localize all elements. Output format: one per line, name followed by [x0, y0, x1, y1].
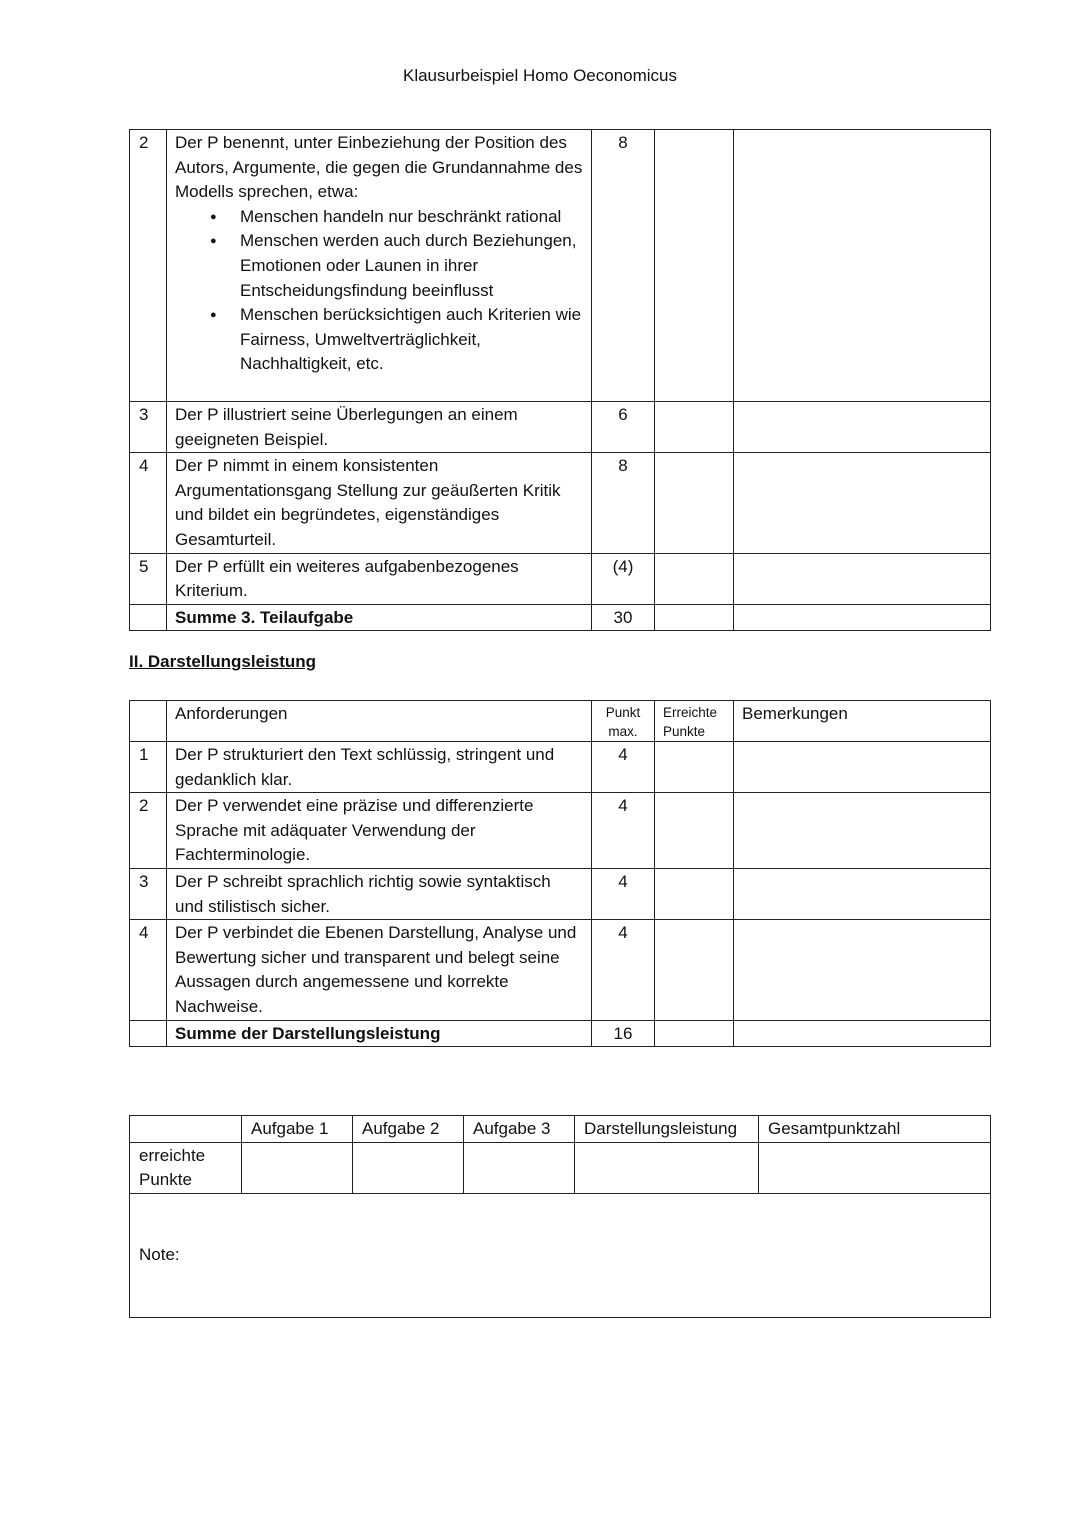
criteria-table-part3 [129, 129, 991, 631]
grade-row [130, 1193, 991, 1317]
column-header-task-1: Aufgabe 1 [242, 1116, 353, 1143]
column-header-remarks: Bemerkungen [734, 701, 991, 742]
achieved-points-field[interactable] [655, 742, 734, 793]
achieved-points-field[interactable] [655, 402, 734, 453]
table-row [130, 1142, 991, 1193]
column-header-task-2: Aufgabe 2 [353, 1116, 464, 1143]
remarks-field[interactable] [734, 453, 991, 553]
row-number: 2 [130, 130, 167, 402]
achieved-points-field[interactable] [655, 453, 734, 553]
bullet-list [175, 205, 583, 377]
sum-label: Summe 3. Teilaufgabe [167, 604, 592, 631]
task-1-points-field[interactable] [242, 1142, 353, 1193]
achieved-points-field[interactable] [655, 920, 734, 1020]
sum-label: Summe der Darstellungsleistung [167, 1020, 592, 1047]
remarks-field[interactable] [734, 1020, 991, 1047]
remarks-field[interactable] [734, 742, 991, 793]
criterion-text: Der P strukturiert den Text schlüssig, stringent und gedanklich klar. [167, 742, 592, 793]
page-title: Klausurbeispiel Homo Oeconomicus [402, 66, 678, 85]
max-points: 4 [592, 868, 655, 919]
column-header-presentation: Darstellungsleistung [575, 1116, 759, 1143]
table-row [130, 868, 991, 919]
achieved-points-field[interactable] [655, 1020, 734, 1047]
list-item: ● Menschen handeln nur beschränkt rational [240, 205, 583, 230]
remarks-field[interactable] [734, 130, 991, 402]
criterion-text: Der P nimmt in einem konsistenten Argumentationsgang Stellung zur geäußerten Kritik und bildet ein begründetes, eigenständiges Gesamturteil. [167, 453, 592, 553]
criterion-text: Der P illustriert seine Überlegungen an einem geeigneten Beispiel. [167, 402, 592, 453]
criteria-table-presentation [129, 700, 991, 1047]
task-3-points-field[interactable] [464, 1142, 575, 1193]
sum-row [130, 604, 991, 631]
remarks-field[interactable] [734, 793, 991, 869]
max-points: 8 [592, 130, 655, 402]
grade-field[interactable] [130, 1193, 991, 1317]
list-item: ● Menschen werden auch durch Beziehungen, Emotionen oder Launen in ihrer Entscheidungsfindung beeinflusst [240, 229, 583, 303]
table-header-row [130, 1116, 991, 1143]
criterion-cell [167, 130, 592, 402]
achieved-points-field[interactable] [655, 604, 734, 631]
row-number: 4 [130, 453, 167, 553]
remarks-field[interactable] [734, 604, 991, 631]
table-row [130, 793, 991, 869]
achieved-points-field[interactable] [655, 130, 734, 402]
criterion-text: Der P schreibt sprachlich richtig sowie syntaktisch und stilistisch sicher. [167, 868, 592, 919]
row-number: 4 [130, 920, 167, 1020]
achieved-points-field[interactable] [655, 553, 734, 604]
max-points: 4 [592, 920, 655, 1020]
table-header-row [130, 701, 991, 742]
column-header-achieved: Erreichte Punkte [655, 701, 734, 742]
sum-points: 16 [592, 1020, 655, 1047]
totals-table [129, 1115, 991, 1318]
table-row [130, 402, 991, 453]
criterion-text: Der P verbindet die Ebenen Darstellung, Analyse und Bewertung sicher und transparent und belegt seine Aussagen durch angemessene und korrekte Nachweise. [167, 920, 592, 1020]
max-points: 8 [592, 453, 655, 553]
row-label: erreichte Punkte [130, 1142, 242, 1193]
max-points: (4) [592, 553, 655, 604]
column-header-max-points: Punkt max. [592, 701, 655, 742]
criterion-text: Der P verwendet eine präzise und differenzierte Sprache mit adäquater Verwendung der Fachterminologie. [167, 793, 592, 869]
row-number: 5 [130, 553, 167, 604]
remarks-field[interactable] [734, 553, 991, 604]
row-number: 1 [130, 742, 167, 793]
table-row [130, 453, 991, 553]
table-row [130, 920, 991, 1020]
remarks-field[interactable] [734, 402, 991, 453]
criterion-text: Der P benennt, unter Einbeziehung der Position des Autors, Argumente, die gegen die Grundannahme des Modells sprechen, etwa: [175, 133, 583, 202]
criterion-text: Der P erfüllt ein weiteres aufgabenbezogenes Kriterium. [167, 553, 592, 604]
task-2-points-field[interactable] [353, 1142, 464, 1193]
remarks-field[interactable] [734, 868, 991, 919]
section-heading: II. Darstellungsleistung [129, 652, 317, 671]
column-header-total: Gesamtpunktzahl [759, 1116, 991, 1143]
remarks-field[interactable] [734, 920, 991, 1020]
list-item: ● Menschen berücksichtigen auch Kriterien wie Fairness, Umweltverträglichkeit, Nachhaltigkeit, etc. [240, 303, 583, 377]
sum-row [130, 1020, 991, 1047]
table-row [130, 742, 991, 793]
achieved-points-field[interactable] [655, 868, 734, 919]
row-number: 2 [130, 793, 167, 869]
max-points: 6 [592, 402, 655, 453]
column-header-requirements: Anforderungen [167, 701, 592, 742]
achieved-points-field[interactable] [655, 793, 734, 869]
sum-points: 30 [592, 604, 655, 631]
max-points: 4 [592, 742, 655, 793]
total-points-field[interactable] [759, 1142, 991, 1193]
table-row [130, 130, 991, 402]
row-number: 3 [130, 868, 167, 919]
max-points: 4 [592, 793, 655, 869]
row-number: 3 [130, 402, 167, 453]
column-header-task-3: Aufgabe 3 [464, 1116, 575, 1143]
grade-label: Note: [139, 1245, 180, 1265]
table-row [130, 553, 991, 604]
presentation-points-field[interactable] [575, 1142, 759, 1193]
